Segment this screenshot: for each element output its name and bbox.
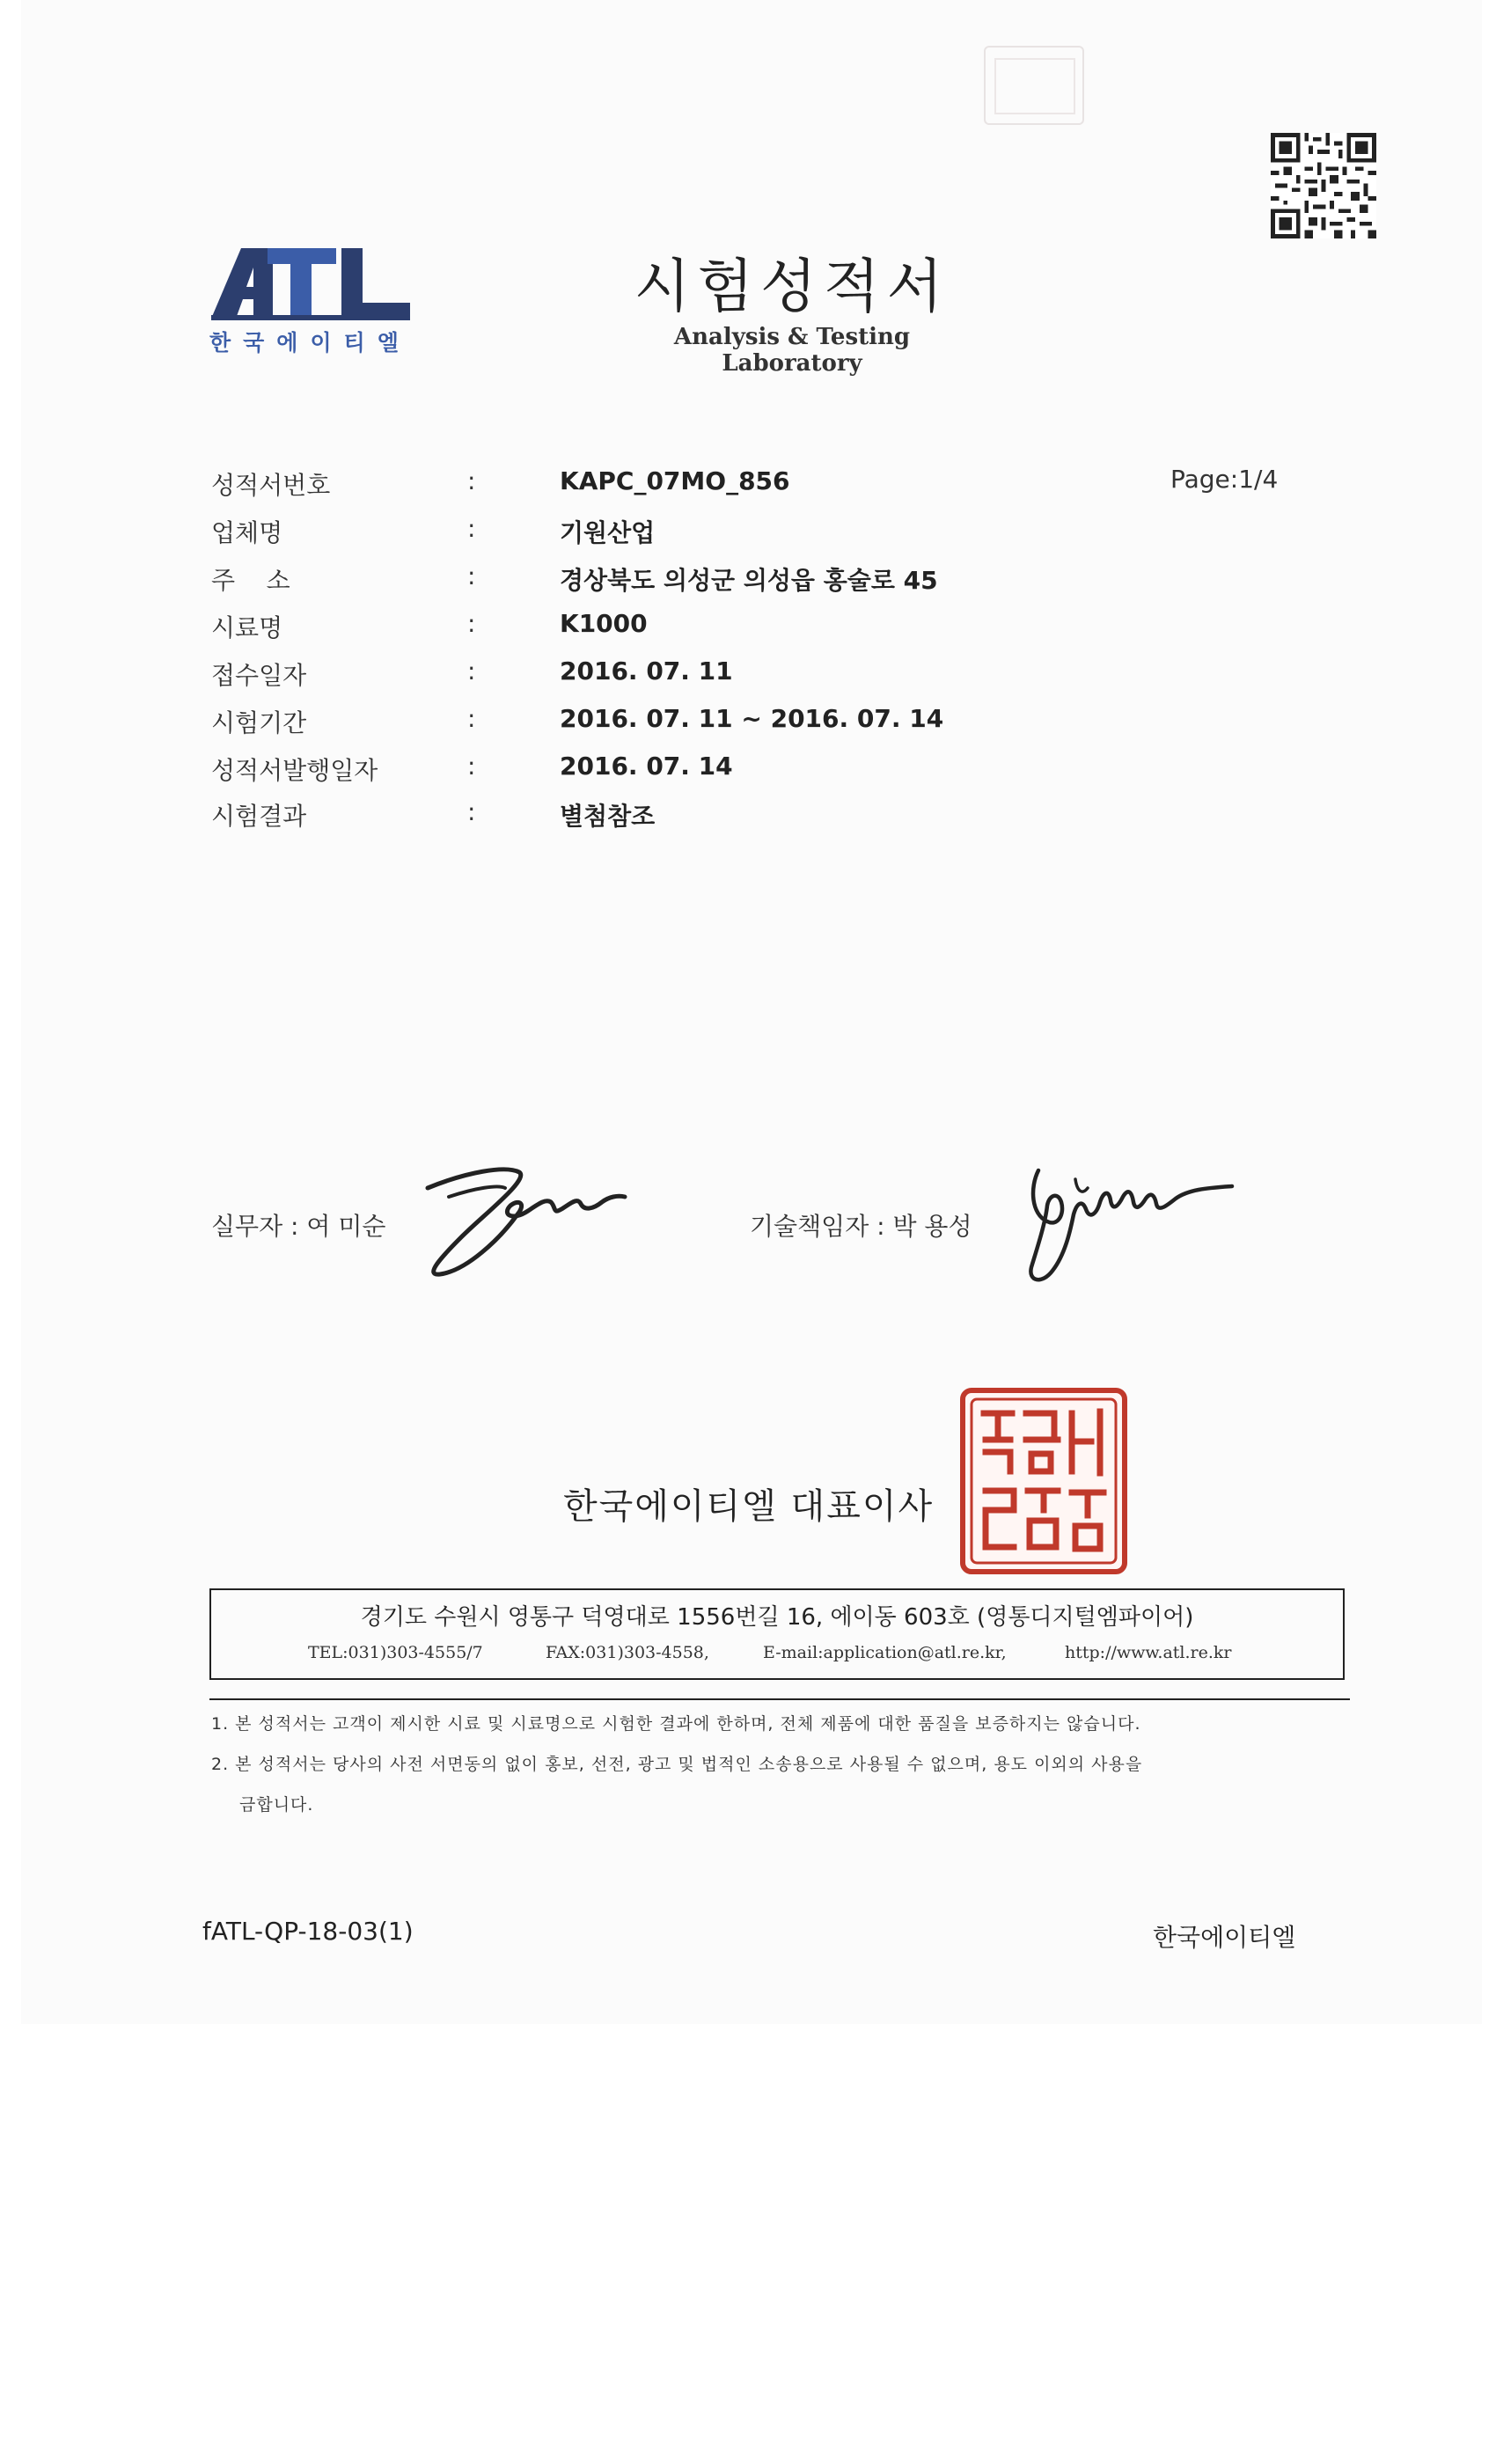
field-label: 시료명	[211, 613, 283, 642]
field-colon: :	[467, 752, 476, 781]
logo-korean-text: 한국에이티엘	[209, 330, 411, 356]
faded-stamp	[984, 46, 1084, 125]
document-title: 시험성적서	[634, 253, 950, 320]
field-value: K1000	[560, 609, 648, 638]
field-address	[0, 561, 1144, 605]
field-value: 별첨참조	[560, 802, 656, 831]
field-colon: :	[467, 609, 476, 638]
fax-number: FAX:031)303-4558,	[546, 1643, 709, 1662]
field-colon: :	[467, 466, 476, 495]
field-colon: :	[467, 704, 476, 733]
field-label: 접수일자	[211, 661, 307, 690]
field-test-result	[0, 797, 1144, 841]
field-label: 시험기간	[211, 708, 307, 737]
form-code: fATL-QP-18-03(1)	[202, 1917, 414, 1946]
note-2-continued: 금합니다.	[239, 1795, 314, 1815]
field-label: 주 소	[211, 566, 290, 595]
field-test-period	[0, 704, 1144, 748]
address-box	[209, 1588, 1345, 1680]
note-1: 1. 본 성적서는 고객이 제시한 시료 및 시료명으로 시험한 결과에 한하며, 전체 제품에 대한 품질을 보증하지는 않습니다.	[211, 1714, 1141, 1734]
field-report-number	[0, 466, 1144, 510]
field-value: 2016. 07. 11 ~ 2016. 07. 14	[560, 704, 944, 733]
field-value: 경상북도 의성군 의성읍 홍술로 45	[560, 566, 938, 595]
company-address: 경기도 수원시 영통구 덕영대로 1556번길 16, 에이동 603호 (영통디지털엠파이어)	[360, 1604, 1194, 1631]
field-value: 2016. 07. 14	[560, 752, 733, 781]
field-label: 성적서발행일자	[211, 756, 378, 785]
company-seal	[959, 1387, 1128, 1575]
field-colon: :	[467, 656, 476, 686]
email-address: E-mail:application@atl.re.kr,	[763, 1643, 1007, 1662]
field-received-date	[0, 656, 1144, 700]
manager-signature	[1012, 1153, 1241, 1294]
document-subtitle: Analysis & Testing Laboratory	[673, 324, 911, 377]
worker-label: 실무자 : 여 미순	[211, 1212, 386, 1241]
telephone: TEL:031)303-4555/7	[308, 1643, 483, 1662]
manager-label: 기술책임자 : 박 용성	[750, 1212, 972, 1241]
field-value: KAPC_07MO_856	[560, 466, 790, 495]
representative-line: 한국에이티엘 대표이사	[563, 1486, 935, 1527]
field-issue-date	[0, 752, 1144, 796]
field-company	[0, 514, 1144, 558]
field-label: 업체명	[211, 518, 283, 547]
footer-company-name: 한국에이티엘	[1153, 1923, 1296, 1952]
field-label: 성적서번호	[211, 471, 331, 500]
field-colon: :	[467, 514, 476, 543]
field-sample-name	[0, 609, 1144, 653]
qr-code	[1271, 130, 1376, 241]
website: http://www.atl.re.kr	[1065, 1643, 1232, 1662]
page-number: Page:1/4	[1170, 465, 1279, 494]
field-value: 기원산업	[560, 518, 656, 547]
field-value: 2016. 07. 11	[560, 656, 733, 686]
field-colon: :	[467, 797, 476, 826]
field-label: 시험결과	[211, 802, 307, 831]
divider	[209, 1698, 1350, 1700]
field-colon: :	[467, 561, 476, 590]
note-2: 2. 본 성적서는 당사의 사전 서면동의 없이 홍보, 선전, 광고 및 법적인 소송용으로 사용될 수 없으며, 용도 이외의 사용을	[211, 1755, 1143, 1774]
worker-signature	[414, 1153, 634, 1285]
